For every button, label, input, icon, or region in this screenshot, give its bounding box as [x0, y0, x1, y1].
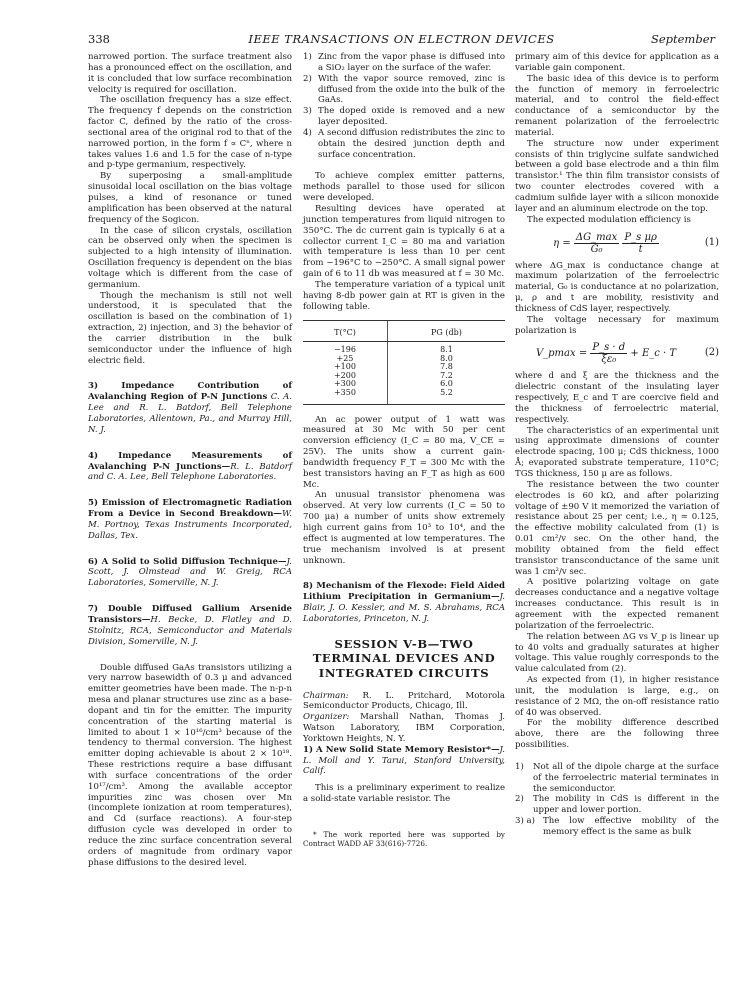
paragraph: As expected from (1), in higher resistance unit, the modulation is large, e.g., on resistance of 2 MΩ, the on-off resistance ratio of 40 was observed. [515, 675, 719, 718]
list-item: 3) The doped oxide is removed and a new layer deposited. [303, 106, 505, 128]
right-column [515, 52, 719, 838]
paper-title: 1) A New Solid State Memory Resistor*— [303, 744, 500, 755]
paragraph: where d and ξ are the thickness and the dielectric constant of the insulating layer respectively, E_c and T are coercive field and the thickness of ferroelectric material, respectively. [515, 371, 719, 425]
paper-title: 5) Emission of Electromagnetic Radiation From a Device in Second Breakdown— [88, 498, 292, 520]
paragraph: The structure now under experiment consists of thin triglycine sulfate sandwiched between a gold base electrode and a thin film transistor.¹ The thin film transistor consists of two counter electrodes covered with a cadmium sulfide layer with a silicon monoxide layer and an aluminum electrode on the top. [515, 138, 719, 214]
paper-authors: J. Scott, J. Olmstead and W. Greig, RCA Laboratories, Somerville, N. J. [88, 556, 292, 589]
paragraph: Double diffused GaAs transistors utilizing a very narrow basewidth of 0.3 μ and advanced emitter geometries have been made. The n-p-n mesa and planar structures use zinc as a base-dopant and tin for the emitter. The impurity concentration of the starting material is limited to about 1 × 10¹⁶/cm³ because of the tendency to thermal conversion. The highest emitter doping achievable is about 2 × 10¹⁸. These restrictions require a base diffusant with surface concentrations of the order 10¹⁷/cm³. Among the available acceptor impurities zinc was chosen over Mn (incomplete ionization at room temperatures), and Cd (surface reactions). A four-step diffusion cycle was developed in order to reduce the zinc surface concentration several orders of magnitude from ordinary vapor phase diffusions to the desired level. [88, 662, 292, 868]
paper-authors: H. Becke, D. Flatley and D. Stolnitz, RCA, Semiconductor and Materials Division, Somerville, N. J. [88, 614, 292, 647]
table-row: +100 7.8 [303, 363, 505, 372]
column-header: PG (db) [387, 321, 505, 342]
paragraph: To achieve complex emitter patterns, methods parallel to those used for silicon were developed. [303, 171, 505, 204]
diffusion-steps-list [303, 52, 505, 160]
list-item: 1) Not all of the dipole charge at the surface of the ferroelectric material terminates in the semiconductor. [515, 761, 719, 794]
paper-authors: J. Blair, J. O. Kessler, and M. S. Abrahams, RCA Laboratories, Princeton, N. J. [303, 592, 505, 624]
paragraph: A positive polarizing voltage on gate decreases conductance and a negative voltage increases conductance. This result is in agreement with the expected remanent polarization of the ferroelectric. [515, 577, 719, 631]
paragraph: where ΔG_max is conductance change at maximum polarization of the ferroelectric material, G₀ is conductance at no polarization, μ, ρ and t are mobility, resistivity and thickness of CdS layer, respectively. [515, 260, 719, 314]
equation-1: η = $\frac{\Delta G\_\max}{\text{G₀}}$ $\frac{\text{P\_s μρ}}{t}$ (1) [553, 231, 719, 255]
temperature-table [303, 320, 505, 404]
paragraph: An ac power output of 1 watt was measured at 30 Mc with 50 per cent conversion efficiency (I_C = 80 ma, V_CE = 25V). The units show a current gain-bandwidth frequency F_T = 300 Mc with the best transistors having an F_T as high as 600 Mc. [303, 414, 505, 490]
table-row: +25 8.0 [303, 355, 505, 364]
running-header [88, 32, 715, 46]
possibilities-list [515, 762, 719, 838]
list-item: 3) a) The low effective mobility of the memory effect is the same as bulk [515, 816, 719, 837]
table-row: −196 8.1 [303, 342, 505, 355]
paper-authors: J. L. Moll and Y. Tarui, Stanford University, Calif. [303, 744, 505, 777]
middle-column [303, 52, 505, 848]
paper-title: 8) Mechanism of the Flexode: Field Aided Lithium Precipitation in Germanium— [303, 581, 505, 603]
equation-number: (2) [704, 347, 719, 359]
paragraph: The temperature variation of a typical unit having 8-db power gain at RT is given in the following table. [303, 279, 505, 312]
paragraph: Resulting devices have operated at junction temperatures from liquid nitrogen to 350°C. The dc current gain is typically 6 at a collector current I_C = 80 ma and variation with temperature is less than 10 per cent from −196°C to −250°C. A small signal power gain of 6 to 11 db was measured at f = 30 Mc. [303, 203, 505, 280]
paragraph: narrowed portion. The surface treatment also has a pronounced effect on the oscillation, and it is concluded that low surface recombination velocity is required for oscillation. [88, 52, 292, 95]
paragraph: By superposing a small-amplitude sinusoidal local oscillation on the bias voltage pulses, a kind of resonance or tuned amplification has been observed at the natural frequency of the Sogicon. [88, 171, 292, 225]
paragraph: The oscillation frequency has a size effect. The frequency f depends on the constriction factor C, defined by the ratio of the cross-sectional area of the original rod to that of the narrowed portion, in the form f ∝ Cⁿ, where n takes values 1.6 and 1.5 for the case of n-type and p-type germanium, respectively. [88, 95, 292, 171]
paragraph: The voltage necessary for maximum polarization is [515, 314, 719, 336]
paper-title: 3) Impedance Contribution of Avalanching Region of P-N Junctions [88, 381, 292, 403]
paper-authors: R. L. Batdorf and C. A. Lee, Bell Telephone Laboratories. [88, 461, 292, 483]
table-row: +200 7.2 [303, 372, 505, 381]
table-row: +350 5.2 [303, 389, 505, 404]
footnote: * The work reported here was supported by Contract WADD AF 33(616)-7726. [303, 829, 505, 848]
paper-entry [88, 604, 292, 647]
page-number: 338 [88, 32, 110, 46]
paragraph: Though the mechanism is still not well understood, it is speculated that the oscillation is based on the combination of 1) extraction, 2) injection, and 3) the behavior of the carrier distribution in the bulk semiconductor under the influence of high electric field. [88, 290, 292, 366]
session-heading: SESSION V-B—TWO TERMINAL DEVICES AND INTEGRATED CIRCUITS [312, 636, 496, 680]
paragraph: The characteristics of an experimental unit using approximate dimensions of counter electrode spacing, 100 μ; CdS thickness, 1000 Å; evaporated substrate temperature, 110°C; TGS thickness, 150 μ are as follows. [515, 425, 719, 479]
paper-entry [88, 381, 292, 435]
organizer-line: Organizer: Marshall Nathan, Thomas J. Watson Laboratory, IBM Corporation, Yorktown Heights, N. Y. [303, 712, 505, 744]
paragraph: The basic idea of this device is to perform the function of memory in ferroelectric material, and to control the field-effect conductance of a semiconductor by the remanent polarization of the ferroelectric material. [515, 73, 719, 138]
paper-title: 7) Double Diffused Gallium Arsenide Transistors— [88, 604, 292, 625]
equation-2: V_pmax = $\frac{P\_s \cdot d}{\text{ξε₀}}$ + E_c · T (2) [535, 342, 719, 366]
paper-authors: C. A. Lee and R. L. Batdorf, Bell Telephone Laboratories, Allentown, Pa., and Murray Hill, N. J. [88, 392, 292, 435]
paper-entry [88, 498, 292, 541]
list-item: 2) The mobility in CdS is different in the upper and lower portion. [515, 794, 719, 816]
left-column [88, 52, 292, 869]
paper-entry [88, 557, 292, 590]
list-item: 1) Zinc from the vapor phase is diffused into a SiO₂ layer on the surface of the wafer. [303, 52, 505, 73]
list-item: 4) A second diffusion redistributes the zinc to obtain the desired junction depth and surface concentration. [303, 127, 505, 160]
paragraph: primary aim of this device for application as a variable gain component. [515, 52, 719, 73]
journal-title: IEEE TRANSACTIONS ON ELECTRON DEVICES [248, 32, 555, 46]
paper-title: 6) A Solid to Solid Diffusion Technique— [88, 556, 287, 567]
paragraph: For the mobility difference described above, there are the following three possibilities. [515, 718, 719, 751]
paper-authors: W. M. Portnoy, Texas Instruments Incorporated, Dallas, Tex. [88, 509, 292, 541]
paragraph: In the case of silicon crystals, oscillation can be observed only when the specimen is subjected to a high intensity of illumination. Oscillation frequency is dependent on the bias voltage which is different from the case of germanium. [88, 225, 292, 290]
column-header: T(°C) [303, 321, 387, 342]
chairman-line: Chairman: R. L. Pritchard, Motorola Semiconductor Products, Chicago, Ill. [303, 690, 506, 712]
paper-entry [303, 581, 505, 624]
paragraph: This is a preliminary experiment to realize a solid-state variable resistor. The [303, 783, 505, 805]
paragraph: The relation between ΔG vs V_p is linear up to 40 volts and gradually saturates at higher voltage. This value roughly corresponds to the value calculated from (2). [515, 631, 719, 675]
paper-entry [88, 451, 292, 484]
list-item: 2) With the vapor source removed, zinc is diffused from the oxide into the bulk of the GaAs. [303, 73, 505, 106]
paper-entry [303, 745, 505, 778]
equation-number: (1) [704, 236, 719, 248]
issue-month: September [650, 32, 715, 46]
paragraph: The expected modulation efficiency is [527, 214, 691, 225]
table-row: +300 6.0 [303, 380, 505, 389]
paragraph: The resistance between the two counter electrodes is 60 kΩ, and after polarizing voltage of ±90 V it memorized the variation of resistance about 25 per cent; i.e., η ≃ 0.125, the effective mobility calculated from (1) is 0.01 cm²/v sec. On the other hand, the mobility obtained from the field effect transistor transconductance of the same unit was 1 cm²/v sec. [515, 479, 719, 577]
paper-title: 4) Impedance Measurements of Avalanching P-N Junctions— [88, 450, 292, 472]
paragraph: An unusual transistor phenomena was observed. At very low currents (I_C = 50 to 700 μa) a number of units show extremely high current gains from 10³ to 10⁴, and the effect is augmented at low temperatures. The true mechanism involved is at present unknown. [303, 490, 505, 566]
